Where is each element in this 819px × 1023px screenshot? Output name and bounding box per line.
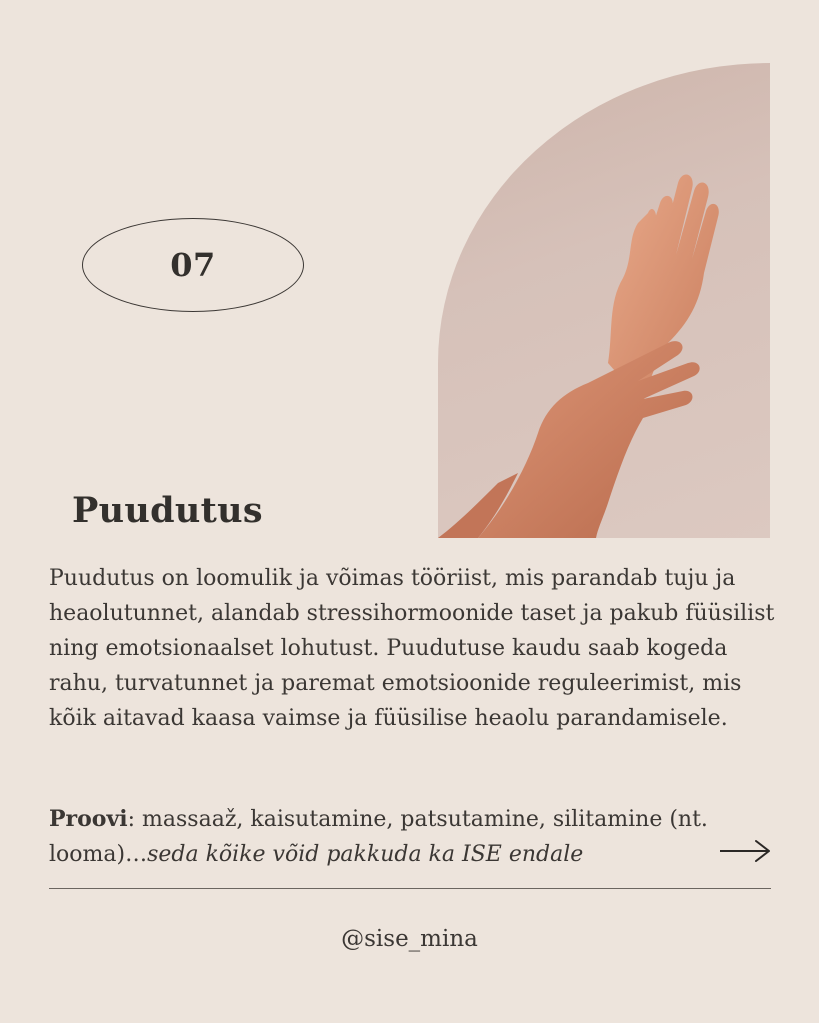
footer-divider <box>49 888 771 889</box>
two-hands-photo-graphic <box>438 63 770 538</box>
social-handle[interactable]: @sise_mina <box>341 926 478 952</box>
try-list: massaaž, kaisutamine, patsutamine, silitamine (nt. looma)… <box>49 807 708 867</box>
slide-title: Puudutus <box>72 490 263 531</box>
try-suggestions <box>49 802 729 872</box>
hands-photo <box>438 63 770 538</box>
slide-number-badge <box>82 218 304 312</box>
try-label: Proovi <box>49 806 128 832</box>
slide-body-text: Puudutus on loomulik ja võimas tööriist, mis parandab tuju ja heaolutunnet, alandab stressihormoonide taset ja pakub füüsilist ning emotsionaalset lohutust. Puudutuse kaudu saab kogeda rahu, turvatunnet ja paremat emotsioonide reguleerimist, mis kõik aitavad kaasa vaimse ja füüsilise heaolu parandamisele. <box>49 566 775 731</box>
try-separator: : <box>127 807 136 832</box>
arrow-right-icon[interactable] <box>718 836 772 866</box>
slide-number: 07 <box>170 246 216 284</box>
try-italic-note: seda kõike võid pakkuda ka ISE endale <box>147 842 584 867</box>
